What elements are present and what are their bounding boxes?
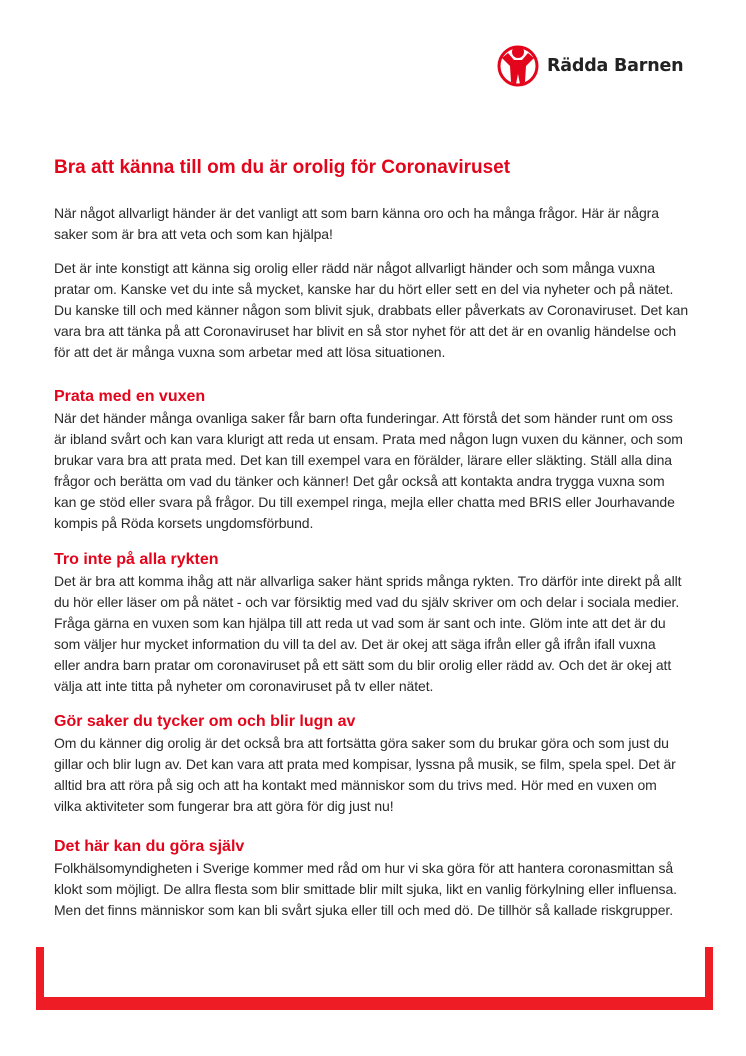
logo (496, 44, 683, 88)
text-line: som väljer hur mycket information du vill ta del av. Det är okej att säga ifrån eller gå ifrån ifall vuxna (54, 636, 656, 652)
text-line: saker som är bra att veta och som kan hjälpa! (54, 226, 333, 242)
text-line: brukar vara bra att prata med. Det kan till exempel vara en förälder, lärare eller släkting. Ställ alla dina (54, 452, 672, 468)
text-line: frågor och berätta om vad du tänker och känner! Det går också att kontakta andra trygga vuxna som (54, 473, 665, 489)
text-line: vilka aktiviteter som fungerar bra att göra för dig just nu! (54, 798, 394, 814)
child-figure-logo-icon (496, 44, 540, 88)
text-line: När något allvarligt händer är det vanligt att som barn känna oro och ha många frågor. Här är några (54, 205, 659, 221)
text-line: alltid bra att röra på sig och att ha kontakt med människor som du trivs med. Hör med en vuxen om (54, 777, 657, 793)
text-line: eller andra barn pratar om coronaviruset på ett sätt som du blir orolig eller rädd av. Och det är okej att (54, 657, 672, 673)
section-prata-med-en-vuxen (54, 386, 714, 534)
section-tro-inte-pa-alla-rykten (54, 549, 714, 697)
text-line: är ibland svårt och kan vara klurigt att reda ut ensam. Prata med någon lugn vuxen du känner, och som (54, 431, 683, 447)
intro-paragraph-1 (54, 203, 714, 245)
section-det-har-kan-du-gora-sjalv (54, 836, 714, 921)
text-line: du hör eller läser om på nätet - och var försiktig med vad du själv skriver om och delar i sociala medier. (54, 594, 680, 610)
intro-paragraph-2 (54, 258, 714, 363)
text-line: välja att inte titta på nyheter om coronaviruset på tv eller nätet. (54, 678, 434, 694)
section-heading: Gör saker du tycker om och blir lugn av (54, 713, 356, 730)
section-heading: Tro inte på alla rykten (54, 551, 219, 568)
section-gor-saker-du-tycker-om (54, 711, 714, 817)
footer-red-frame (36, 947, 713, 1010)
text-line: Det är bra att komma ihåg att när allvarliga saker hänt sprids många rykten. Tro därför inte direkt på allt (54, 573, 682, 589)
text-line: kan ge stöd eller svara på frågor. Du till exempel ringa, mejla eller chatta med BRIS eller Jourhavande (54, 494, 675, 510)
text-line: för att det är många vuxna som arbetar med att lösa situationen. (54, 344, 446, 360)
text-line: Fråga gärna en vuxen som kan hjälpa till att reda ut vad som är sant och inte. Glöm inte att det är du (54, 615, 666, 631)
text-line: Men det finns människor som kan bli svårt sjuka eller till och med dö. De tillhör så kallade riskgrupper. (54, 902, 674, 918)
text-line: Folkhälsomyndigheten i Sverige kommer med råd om hur vi ska göra för att hantera coronasmittan så (54, 860, 674, 876)
section-heading: Det här kan du göra själv (54, 838, 245, 855)
text-line: Du kanske till och med känner någon som blivit sjuk, drabbats eller påverkats av Coronaviruset. Det kan (54, 302, 689, 318)
text-line: När det händer många ovanliga saker får barn ofta funderingar. Att förstå det som händer runt om oss (54, 410, 673, 426)
text-line: vara bra att tänka på att Coronaviruset har blivit en så stor nyhet för att det är en ovanlig händelse och (54, 323, 677, 339)
page-title: Bra att känna till om du är orolig för Coronaviruset (54, 157, 511, 178)
text-line: Det är inte konstigt att känna sig orolig eller rädd när något allvarligt händer och som många vuxna (54, 260, 655, 276)
text-line: pratar om. Kanske vet du inte så mycket, kanske har du hört eller sett en del via nyheter och på nätet. (54, 281, 674, 297)
text-line: klokt som möjligt. De allra flesta som blir smittade blir milt sjuka, likt en vanlig förkylning eller influensa. (54, 881, 677, 897)
logo-text: Rädda Barnen (547, 56, 684, 76)
text-line: kompis på Röda korsets ungdomsförbund. (54, 515, 314, 531)
text-line: Om du känner dig orolig är det också bra att fortsätta göra saker som du brukar göra och som just du (54, 735, 669, 751)
footer-frame-inner (44, 947, 705, 997)
text-line: gillar och blir lugn av. Det kan vara att prata med kompisar, lyssna på musik, se film, spela spel. Det är (54, 756, 676, 772)
section-heading: Prata med en vuxen (54, 388, 206, 405)
